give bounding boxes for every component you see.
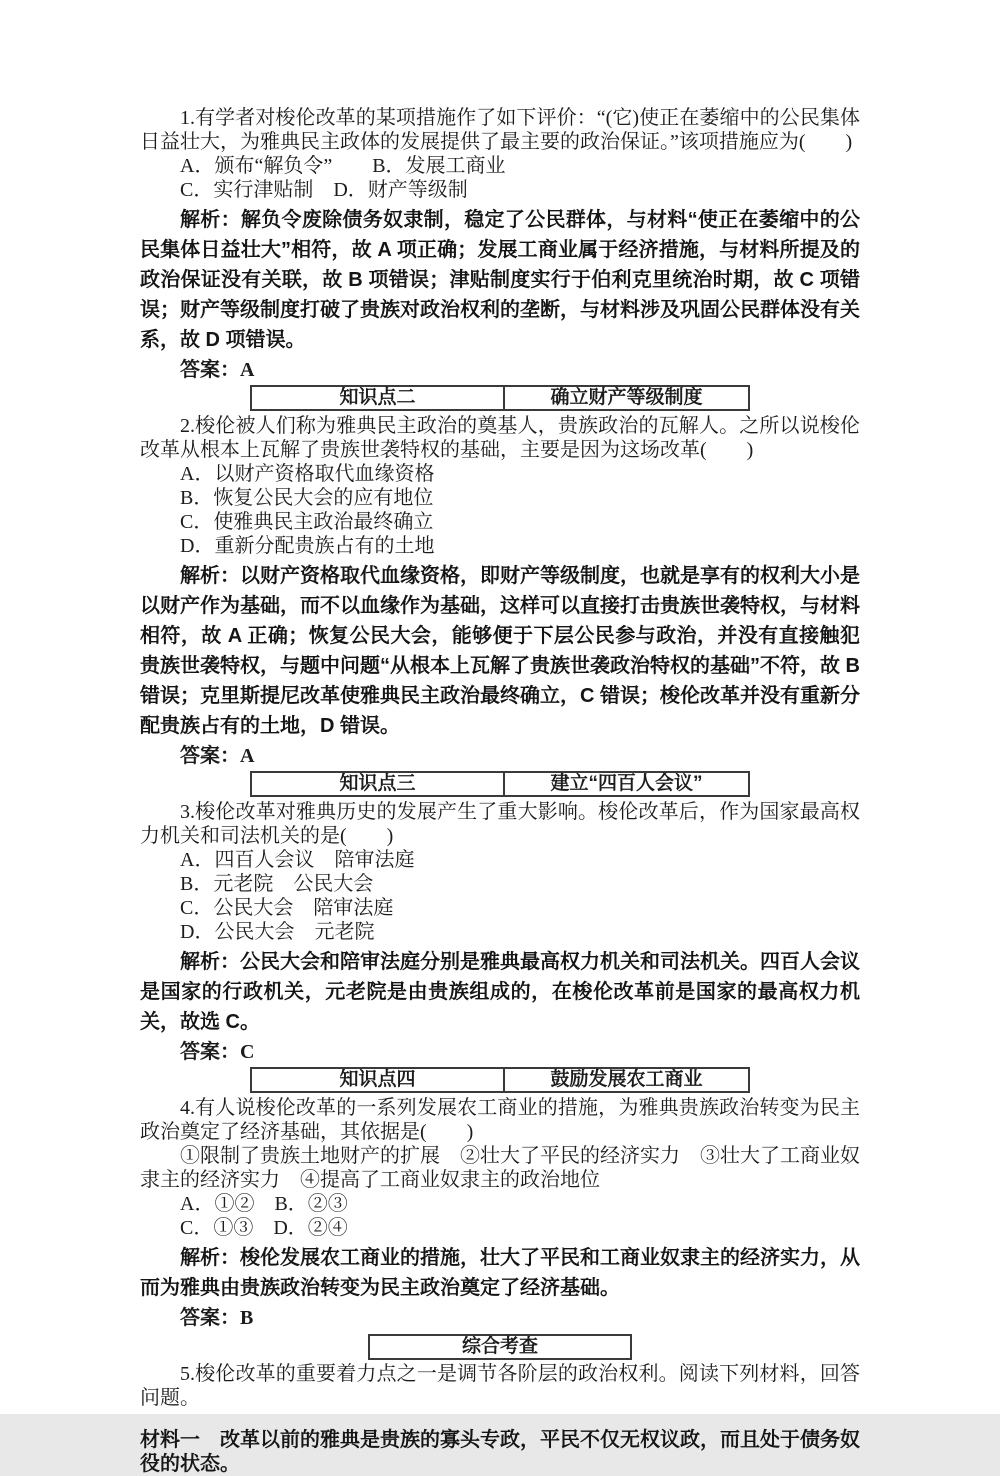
question-4-options-ab: A．①② B．②③ — [180, 1193, 348, 1215]
question-2-option-a: A．以财产资格取代血缘资格 — [180, 463, 435, 485]
comprehensive-review-box: 综合考查 — [368, 1334, 632, 1360]
knowledge-point-2-box — [250, 385, 750, 411]
question-1-answer: 答案：A — [180, 359, 255, 381]
question-5-stem: 5.梭伦改革的重要着力点之一是调节各阶层的政治权利。阅读下列材料，回答问题。 — [140, 1363, 860, 1409]
knowledge-point-4-box — [250, 1067, 750, 1093]
knowledge-point-2-label: 知识点二 — [252, 387, 505, 409]
question-3-option-a: A．四百人会议 陪审法庭 — [180, 849, 415, 871]
question-4-answer: 答案：B — [180, 1307, 254, 1329]
question-1-stem: 1.有学者对梭伦改革的某项措施作了如下评价：“(它)使正在萎缩中的公民集体日益壮大，为雅典民主政体的发展提供了最主要的政治保证。”该项措施应为( ) — [140, 107, 860, 153]
question-4-statements: ①限制了贵族土地财产的扩展 ②壮大了平民的经济实力 ③壮大了工商业奴隶主的经济实力 ④提高了工商业奴隶主的政治地位 — [140, 1145, 860, 1191]
question-2-option-c: C．使雅典民主政治最终确立 — [180, 511, 434, 533]
knowledge-point-3-box — [250, 771, 750, 797]
question-3-option-b: B．元老院 公民大会 — [180, 873, 374, 895]
question-2-option-b: B．恢复公民大会的应有地位 — [180, 487, 434, 509]
question-3-option-d: D．公民大会 元老院 — [180, 921, 375, 943]
question-4-stem: 4.有人说梭伦改革的一系列发展农工商业的措施，为雅典贵族政治转变为民主政治奠定了经济基础，其依据是( ) — [140, 1097, 860, 1143]
knowledge-point-4-label: 知识点四 — [252, 1069, 505, 1091]
question-3-answer: 答案：C — [180, 1041, 255, 1063]
material-one-paragraph: 材料一 改革以前的雅典是贵族的寡头专政，平民不仅无权议政，而且处于债务奴役的状态。 — [140, 1429, 860, 1475]
question-1-analysis: 解析：解负令废除债务奴隶制，稳定了公民群体，与材料“使正在萎缩中的公民集体日益壮大”相符，故 A 项正确；发展工商业属于经济措施，与材料所提及的政治保证没有关联，故 B 项错误；津贴制度实行于伯利克里统治时期，故 C 项错误；财产等级制度打破了贵族对政治权利的垄断，与材料涉及巩固公民群体没有关系，故 D 项错误。 — [140, 209, 860, 351]
question-1-options-cd: C．实行津贴制 D．财产等级制 — [180, 179, 468, 201]
question-2-option-d: D．重新分配贵族占有的土地 — [180, 535, 435, 557]
knowledge-point-3-title: 建立“四百人会议” — [550, 773, 703, 794]
question-3-analysis: 解析：公民大会和陪审法庭分别是雅典最高权力机关和司法机关。四百人会议是国家的行政机关，元老院是由贵族组成的，在梭伦改革前是国家的最高权力机关，故选 C。 — [140, 951, 860, 1033]
question-3-option-c: C．公民大会 陪审法庭 — [180, 897, 394, 919]
question-3-stem: 3.梭伦改革对雅典历史的发展产生了重大影响。梭伦改革后，作为国家最高权力机关和司法机关的是( ) — [140, 801, 860, 847]
knowledge-point-4-title: 鼓励发展农工商业 — [550, 1069, 703, 1090]
knowledge-point-2-title: 确立财产等级制度 — [550, 387, 703, 408]
knowledge-point-3-label: 知识点三 — [252, 773, 505, 795]
question-4-analysis: 解析：梭伦发展农工商业的措施，壮大了平民和工商业奴隶主的经济实力，从而为雅典由贵族政治转变为民主政治奠定了经济基础。 — [140, 1247, 860, 1299]
question-1-options-ab: A．颁布“解负令” B．发展工商业 — [180, 155, 506, 177]
question-2-analysis: 解析：以财产资格取代血缘资格，即财产等级制度，也就是享有的权利大小是以财产作为基础，而不以血缘作为基础，这样可以直接打击贵族世袭特权，与材料相符，故 A 正确；恢复公民大会，能够便于下层公民参与政治，并没有直接触犯贵族世袭特权，与题中问题“从根本上瓦解了贵族世袭政治特权的基础”不符，故 B 错误；克里斯提尼改革使雅典民主政治最终确立，C 错误；梭伦改革并没有重新分配贵族占有的土地，D 错误。 — [140, 565, 860, 737]
question-4-options-cd: C．①③ D．②④ — [180, 1217, 348, 1239]
question-2-stem: 2.梭伦被人们称为雅典民主政治的奠基人，贵族政治的瓦解人。之所以说梭伦改革从根本上瓦解了贵族世袭特权的基础，主要是因为这场改革( ) — [140, 415, 860, 461]
question-2-answer: 答案：A — [180, 745, 255, 767]
